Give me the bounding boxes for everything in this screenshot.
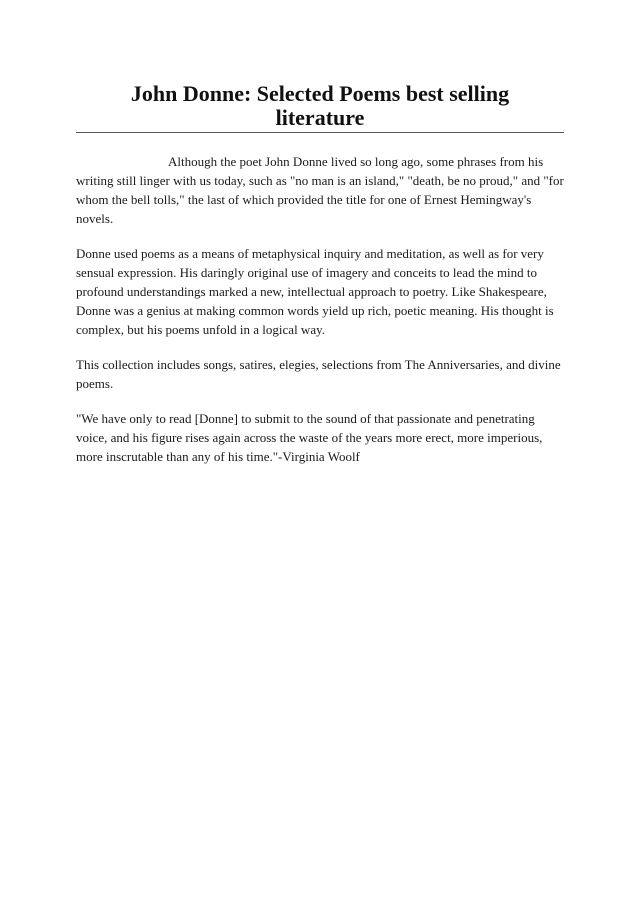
paragraph-collection: This collection includes songs, satires, elegies, selections from The Anniversaries, and divine poems. (76, 357, 561, 391)
title-line-1: John Donne: Selected Poems best selling (130, 81, 510, 106)
paragraph-quote: "We have only to read [Donne] to submit to the sound of that passionate and penetrating voice, and his figure rises again across the waste of the years more erect, more imperious, more inscrutable than any of his time."-Virginia Woolf (76, 411, 543, 464)
document-body (76, 152, 564, 482)
title-divider (76, 132, 564, 133)
paragraph-intro: Although the poet John Donne lived so long ago, some phrases from his writing still linger with us today, such as "no man is an island," "death, be no proud," and "for whom the bell tolls," the last of which provided the title for one of Ernest Hemingway's novels. (76, 154, 564, 226)
page-title (76, 82, 564, 130)
paragraph-style: Donne used poems as a means of metaphysical inquiry and meditation, as well as for very sensual expression. His daringly original use of imagery and conceits to lead the mind to profound understandings marked a new, intellectual approach to poetry. Like Shakespeare, Donne was a genius at making common words yield up rich, poetic meaning. His thought is complex, but his poems unfold in a logical way. (76, 246, 554, 337)
title-line-2: literature (275, 105, 365, 130)
